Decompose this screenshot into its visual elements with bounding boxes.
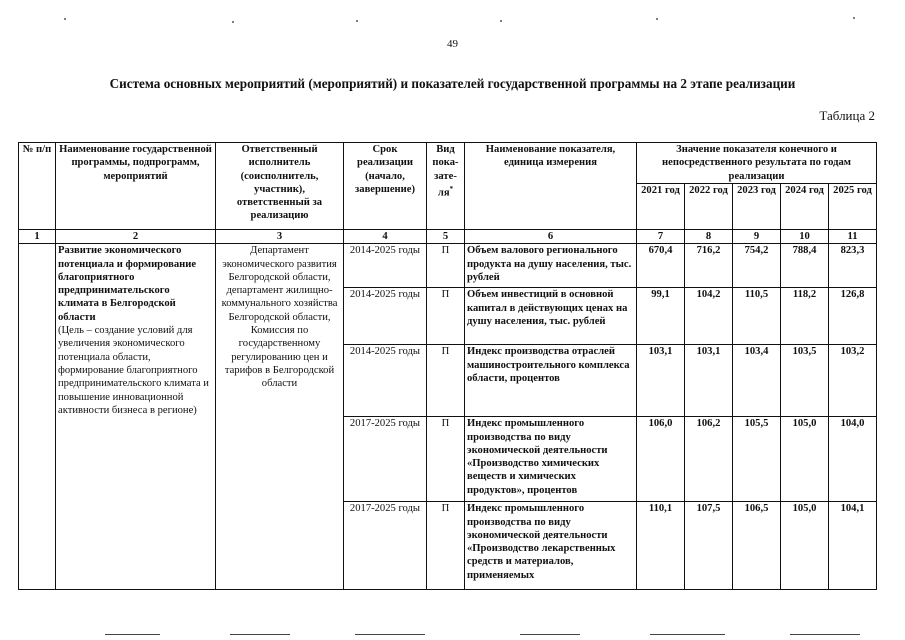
row-number-cell xyxy=(19,244,56,590)
indicator-cell: Индекс промышленного производства по виду экономической деятельности «Производство химических веществ и химических продуктов», процентов xyxy=(465,417,637,502)
scan-speck xyxy=(64,18,66,20)
type-cell: П xyxy=(427,502,465,590)
value-cell: 103,2 xyxy=(829,345,877,417)
column-number: 3 xyxy=(216,230,344,244)
value-cell: 126,8 xyxy=(829,288,877,345)
program-responsible: Департамент экономического развития Белгородской области, департамент жилищно-коммунального хозяйства Белгородской области, Комиссия по государственному регулированию цен и тарифов в Белгородской области xyxy=(216,244,344,590)
header-type xyxy=(427,143,465,230)
value-cell: 105,0 xyxy=(781,502,829,590)
value-cell: 104,0 xyxy=(829,417,877,502)
scan-edge-mark xyxy=(105,634,160,635)
value-cell: 105,0 xyxy=(781,417,829,502)
type-cell: П xyxy=(427,345,465,417)
value-cell: 103,1 xyxy=(637,345,685,417)
column-number: 9 xyxy=(733,230,781,244)
column-number: 4 xyxy=(344,230,427,244)
term-cell: 2017-2025 годы xyxy=(344,417,427,502)
scan-edge-mark xyxy=(230,634,290,635)
header-type-label: Вид пока-зате-ля xyxy=(432,144,459,199)
value-cell: 99,1 xyxy=(637,288,685,345)
value-cell: 103,5 xyxy=(781,345,829,417)
header-year: 2025 год xyxy=(829,184,877,230)
value-cell: 110,1 xyxy=(637,502,685,590)
header-responsible: Ответственный исполнитель (соисполнитель, участник), ответственный за реализацию xyxy=(216,143,344,230)
value-cell: 106,5 xyxy=(733,502,781,590)
value-cell: 105,5 xyxy=(733,417,781,502)
value-cell: 118,2 xyxy=(781,288,829,345)
header-year: 2024 год xyxy=(781,184,829,230)
table-row xyxy=(19,244,877,288)
header-term: Срок реализации (начало, завершение) xyxy=(344,143,427,230)
type-cell: П xyxy=(427,288,465,345)
column-number: 6 xyxy=(465,230,637,244)
value-cell: 107,5 xyxy=(685,502,733,590)
column-number: 2 xyxy=(56,230,216,244)
column-number: 1 xyxy=(19,230,56,244)
term-cell: 2014-2025 годы xyxy=(344,244,427,288)
value-cell: 788,4 xyxy=(781,244,829,288)
program-table xyxy=(18,142,877,590)
header-type-footnote-mark: * xyxy=(449,184,454,193)
header-year: 2023 год xyxy=(733,184,781,230)
value-cell: 716,2 xyxy=(685,244,733,288)
value-cell: 106,2 xyxy=(685,417,733,502)
column-number-row xyxy=(19,230,877,244)
type-cell: П xyxy=(427,244,465,288)
document-title: Система основных мероприятий (мероприятий) и показателей государственной программы на 2 этапе реализации xyxy=(109,76,796,91)
header-indicator: Наименование показателя, единица измерения xyxy=(465,143,637,230)
header-year: 2022 год xyxy=(685,184,733,230)
indicator-cell: Объем валового регионального продукта на душу населения, тыс. рублей xyxy=(465,244,637,288)
indicator-cell: Объем инвестиций в основной капитал в действующих ценах на душу населения, тыс. рублей xyxy=(465,288,637,345)
scan-speck xyxy=(232,21,234,23)
header-row xyxy=(19,143,877,184)
scan-speck xyxy=(656,18,658,20)
value-cell: 754,2 xyxy=(733,244,781,288)
scan-edge-mark xyxy=(650,634,725,635)
indicator-cell: Индекс промышленного производства по виду экономической деятельности «Производство лекарственных средств и материалов, применяемых xyxy=(465,502,637,590)
scan-speck xyxy=(853,17,855,19)
term-cell: 2014-2025 годы xyxy=(344,288,427,345)
header-year: 2021 год xyxy=(637,184,685,230)
column-number: 11 xyxy=(829,230,877,244)
value-cell: 823,3 xyxy=(829,244,877,288)
header-values-group: Значение показателя конечного и непосредственного результата по годам реализации xyxy=(637,143,877,184)
scan-speck xyxy=(356,20,358,22)
program-cell xyxy=(56,244,216,590)
type-cell: П xyxy=(427,417,465,502)
value-cell: 104,2 xyxy=(685,288,733,345)
page-number: 49 xyxy=(447,38,458,50)
column-number: 5 xyxy=(427,230,465,244)
value-cell: 103,1 xyxy=(685,345,733,417)
column-number: 10 xyxy=(781,230,829,244)
scan-edge-mark xyxy=(520,634,580,635)
scan-edge-mark xyxy=(355,634,425,635)
value-cell: 104,1 xyxy=(829,502,877,590)
term-cell: 2017-2025 годы xyxy=(344,502,427,590)
scan-speck xyxy=(500,20,502,22)
table-label: Таблица 2 xyxy=(819,108,875,123)
scan-edge-mark xyxy=(790,634,860,635)
term-cell: 2014-2025 годы xyxy=(344,345,427,417)
value-cell: 106,0 xyxy=(637,417,685,502)
column-number: 7 xyxy=(637,230,685,244)
column-number: 8 xyxy=(685,230,733,244)
value-cell: 103,4 xyxy=(733,345,781,417)
program-name: Развитие экономического потенциала и формирование благоприятного предпринимательского климата в Белгородской области xyxy=(58,245,197,323)
program-goal: (Цель – создание условий для увеличения экономического потенциала области, формирование благоприятного предпринимательского климата и повышение инновационной активности бизнеса в регионе) xyxy=(58,325,209,416)
value-cell: 110,5 xyxy=(733,288,781,345)
indicator-cell: Индекс производства отраслей машиностроительного комплекса области, процентов xyxy=(465,345,637,417)
header-name: Наименование государственной программы, подпрограмм, мероприятий xyxy=(56,143,216,230)
value-cell: 670,4 xyxy=(637,244,685,288)
header-num: № п/п xyxy=(19,143,56,230)
